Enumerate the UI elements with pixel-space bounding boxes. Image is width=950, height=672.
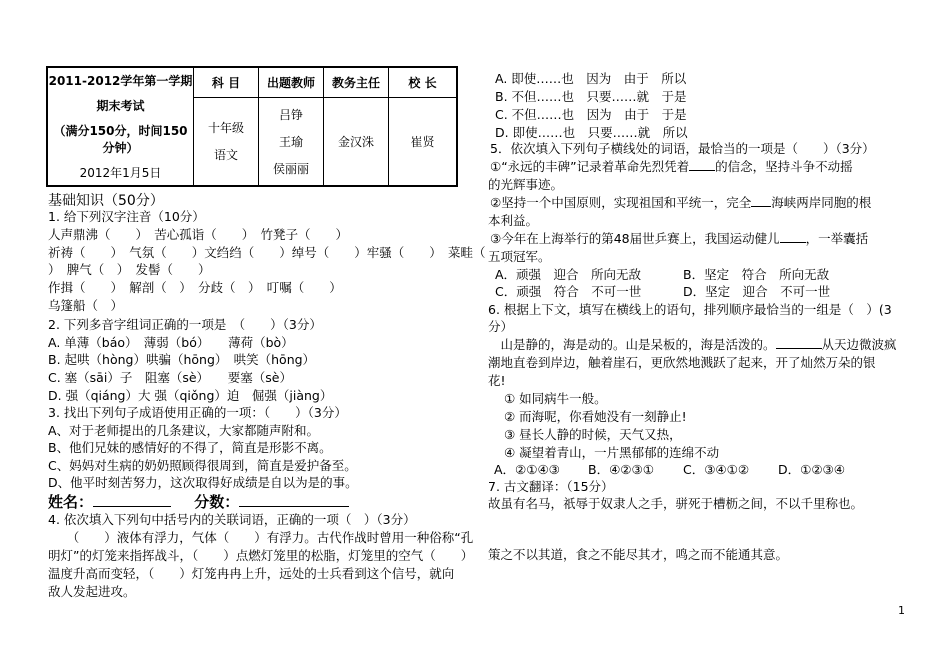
q1-row-2: 祈祷（ ） 气氛（ ）文绉绉（ ）绰号（ ）牢骚（ ） 菜畦（ (48, 245, 486, 260)
exam-info-cell (47, 67, 194, 186)
subject-cell (194, 97, 259, 186)
q2-option-a: A. 单薄（báo） 薄弱（bó） 薄荷（bò） (48, 335, 294, 350)
q3-title: 3. 找出下列句子成语使用正确的一项：（ ）（3分） (48, 405, 347, 420)
q1-title: 1. 给下列汉字注音（10分） (48, 209, 205, 224)
col-header-principal: 校 长 (389, 67, 458, 97)
q5-blank-3[interactable] (780, 230, 806, 243)
q5-title: 5．依次填入下列句子横线处的词语，最恰当的一项是（ ）（3分） (490, 141, 875, 156)
name-score-line (48, 491, 349, 512)
q5-sentence-3 (490, 230, 868, 247)
q3-option-a: A、对于老师提出的几条建议，大家都随声附和。 (48, 423, 320, 438)
score-field[interactable] (239, 494, 349, 507)
exam-term: 2011-2012学年第一学期 (48, 74, 193, 88)
q5-blank-1[interactable] (689, 158, 715, 171)
teacher-1: 吕铮 (278, 107, 303, 122)
q5-s1-part-b: 的信念，坚持斗争不动摇 (715, 159, 853, 174)
q5-s2-part-c: 本利益。 (488, 213, 539, 228)
q5-s1-part-c: 的光辉事迹。 (488, 177, 564, 192)
teachers-cell (259, 97, 324, 186)
q1-row-5: 乌篷船（ ） (48, 298, 124, 313)
q4-text-2: 明灯”的灯笼来指挥战斗，（ ）点燃灯笼里的松脂，灯笼里的空气（ ） (48, 548, 474, 563)
q5-s3-part-a: ③今年在上海举行的第48届世乒赛上，我国运动健儿 (490, 231, 780, 246)
q1-row-1: 人声鼎沸（ ） 苦心孤诣（ ） 竹凳子（ ） (48, 227, 349, 242)
q6-title-2: 分） (488, 319, 514, 334)
q5-sentence-1 (490, 158, 853, 175)
q5-s3-part-b: ，一举囊括 (805, 231, 869, 246)
q4-option-c: C. 不但……也 因为 由于 于是 (495, 107, 687, 122)
q7-title: 7. 古文翻译：（15分） (488, 479, 614, 494)
exam-score-time: （满分150分，时间150分钟） (53, 124, 188, 155)
q3-option-d: D、他平时刻苦努力，这次取得好成绩是自以为是的事。 (48, 475, 358, 490)
q4-text-1: （ ）液体有浮力，气体（ ）有浮力。古代作战时曾用一种俗称“孔 (48, 530, 474, 545)
q6-item-1: ① 如同病牛一般。 (504, 391, 607, 406)
q2-option-b: B. 起哄（hòng）哄骗（hōng） 哄笑（hōng） (48, 352, 316, 367)
exam-date: 2012年1月5日 (79, 166, 162, 180)
q5-s2-part-b: 海峡两岸同胞的根 (771, 195, 872, 210)
page-number: 1 (898, 604, 905, 617)
q5-option-c: C．顽强 符合 不可一世 (495, 284, 642, 299)
q3-option-b: B、他们兄妹的感情好的不得了，简直是形影不离。 (48, 440, 332, 455)
q5-option-a: A．顽强 迎合 所向无敌 (495, 267, 642, 282)
section-heading: 基础知识（50分） (48, 193, 164, 209)
col-header-director: 教务主任 (324, 67, 389, 97)
q6-item-3: ③ 昼长人静的时候，天气又热， (504, 427, 682, 442)
q4-text-3: 温度升高而变轻，（ ）灯笼冉冉上升，远处的士兵看到这个信号，就向 (48, 566, 455, 581)
q6-option-d: D．①②③④ (778, 462, 845, 477)
q6-p1-part-a: 山是静的，海是动的。山是呆板的，海是活泼的。 (488, 337, 776, 352)
col-header-subject: 科 目 (194, 67, 259, 97)
q5-s1-part-a: ①“永远的丰碑”记录着革命先烈凭着 (490, 159, 690, 174)
q4-text-4: 敌人发起进攻。 (48, 584, 136, 599)
principal-cell: 崔贤 (389, 97, 458, 186)
q6-paragraph-2: 潮地直卷到岸边，触着崖石，更欣然地溅跃了起来，开了灿然万朵的银 (488, 355, 876, 370)
q5-option-b: B．坚定 符合 所向无敌 (683, 267, 830, 282)
q3-option-c: C、妈妈对生病的奶奶照顾得很周到，简直是爱护备至。 (48, 458, 357, 473)
exam-header-table (46, 66, 458, 187)
q5-sentence-2 (490, 194, 871, 211)
q6-item-2: ② 而海呢，你看她没有一刻静止! (504, 409, 687, 424)
q4-title: 4. 依次填入下列句中括号内的关联词语，正确的一项（ ）（3分） (48, 512, 416, 527)
q2-option-c: C. 塞（sāi）子 阻塞（sè） 要塞（sè） (48, 370, 292, 385)
q6-p1-part-b: 从天边微波疯 (821, 337, 897, 352)
q6-blank[interactable] (776, 336, 822, 349)
q1-row-4: 作揖（ ） 解剖（ ） 分歧（ ） 叮嘱（ ） (48, 280, 342, 295)
q4-option-d: D. 即使……也 只要……就 所以 (495, 125, 688, 140)
subject-grade: 十年级 (207, 121, 244, 136)
q1-row-3: ） 脾气（ ） 发髻（ ） (48, 262, 211, 277)
q4-option-b: B. 不但……也 只要……就 于是 (495, 89, 687, 104)
q2-title: 2. 下列多音字组词正确的一项是 （ ）（3分） (48, 317, 322, 332)
q2-option-d: D. 强（qiáng）大 强（qiǒng）迫 倔强（jiàng） (48, 388, 333, 403)
name-field[interactable] (93, 494, 171, 507)
q7-line-2: 策之不以其道，食之不能尽其才，鸣之而不能通其意。 (488, 547, 789, 562)
q6-paragraph-3: 花! (488, 373, 506, 388)
teacher-2: 王瑜 (278, 134, 303, 149)
q6-title-1: 6. 根据上下文，填写在横线上的语句，排列顺序最恰当的一组是（ ）(3 (488, 302, 892, 317)
col-header-teacher: 出题教师 (259, 67, 324, 97)
exam-title: 期末考试 (96, 99, 145, 113)
q5-s3-part-c: 五项冠军。 (488, 249, 551, 264)
q6-option-b: B．④②③① (588, 462, 654, 477)
q4-option-a: A. 即使……也 因为 由于 所以 (495, 71, 687, 86)
q5-blank-2[interactable] (751, 194, 771, 207)
q6-paragraph-1 (488, 336, 897, 353)
name-label: 姓名： (48, 493, 94, 511)
director-cell: 金汉洙 (324, 97, 389, 186)
q7-line-1: 故虽有名马，祇辱于奴隶人之手，骈死于槽枥之间，不以千里称也。 (488, 496, 864, 511)
q6-option-a: A．②①④③ (494, 462, 560, 477)
q6-option-c: C．③④①② (683, 462, 750, 477)
q5-s2-part-a: ②坚持一个中国原则，实现祖国和平统一，完全 (490, 195, 752, 210)
q6-item-4: ④ 凝望着青山，一片黑郁郁的连绵不动 (504, 445, 720, 460)
score-label: 分数： (194, 493, 240, 511)
teacher-3: 侯丽丽 (272, 161, 309, 176)
q5-option-d: D．坚定 迎合 不可一世 (683, 284, 831, 299)
subject-name: 语文 (213, 148, 238, 163)
